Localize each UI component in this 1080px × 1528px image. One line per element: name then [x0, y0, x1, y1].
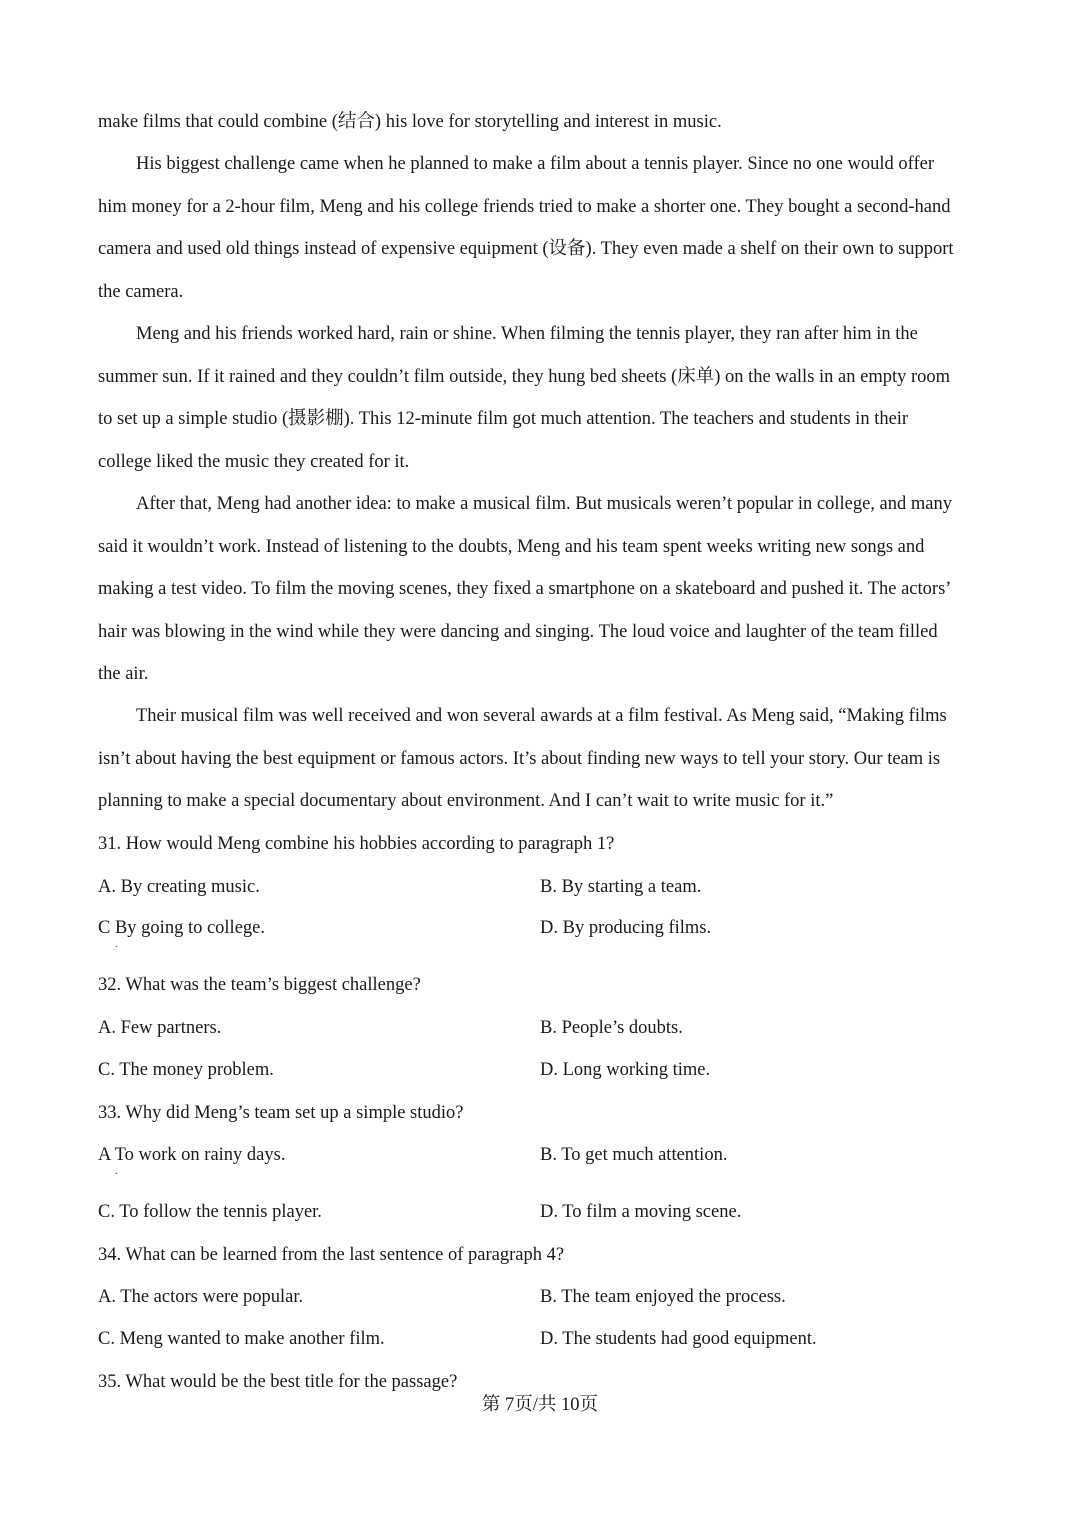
passage-line: Meng and his friends worked hard, rain or shine. When filming the tennis player, they ran after him in the	[136, 324, 918, 344]
question-stem: 32. What was the team’s biggest challenge?	[98, 975, 421, 995]
option-dot-mark: .	[115, 1166, 118, 1177]
passage-line: planning to make a special documentary about environment. And I can’t wait to write music for it.”	[98, 791, 834, 811]
passage-line: the air.	[98, 664, 149, 684]
passage-line: making a test video. To film the moving scenes, they fixed a smartphone on a skateboard and pushed it. The actors’	[98, 579, 952, 599]
passage-line: After that, Meng had another idea: to make a musical film. But musicals weren’t popular in college, and many	[136, 494, 952, 514]
option-d: D. Long working time.	[540, 1060, 711, 1080]
option-a: A. Few partners.	[98, 1018, 222, 1038]
passage-line: him money for a 2-hour film, Meng and his college friends tried to make a shorter one. They bought a second-hand	[98, 197, 951, 217]
option-c: C. Meng wanted to make another film.	[98, 1329, 385, 1349]
passage-line: isn’t about having the best equipment or famous actors. It’s about finding new ways to tell your story. Our team is	[98, 749, 941, 769]
question-stem: 35. What would be the best title for the passage?	[98, 1372, 458, 1392]
option-b: B. By starting a team.	[540, 877, 702, 897]
option-dot-mark: .	[115, 939, 118, 950]
passage-line: His biggest challenge came when he planned to make a film about a tennis player. Since no one would offer	[136, 154, 935, 174]
passage-line: the camera.	[98, 282, 184, 302]
option-b: B. People’s doubts.	[540, 1018, 683, 1038]
option-c: C. To follow the tennis player.	[98, 1202, 322, 1222]
option-d: D. The students had good equipment.	[540, 1329, 817, 1349]
passage-line: said it wouldn’t work. Instead of listening to the doubts, Meng and his team spent weeks writing new songs and	[98, 537, 925, 557]
passage-line: hair was blowing in the wind while they were dancing and singing. The loud voice and laughter of the team filled	[98, 622, 938, 642]
passage-line: summer sun. If it rained and they couldn’t film outside, they hung bed sheets (床单) on the walls in an empty room	[98, 367, 951, 387]
question-stem: 34. What can be learned from the last sentence of paragraph 4?	[98, 1245, 565, 1265]
option-d: D. To film a moving scene.	[540, 1202, 742, 1222]
option-a: A To work on rainy days.	[98, 1145, 286, 1165]
question-stem: 31. How would Meng combine his hobbies according to paragraph 1?	[98, 834, 615, 854]
option-b: B. To get much attention.	[540, 1145, 728, 1165]
passage-line: make films that could combine (结合) his love for storytelling and interest in music.	[98, 112, 722, 132]
option-a: A. The actors were popular.	[98, 1287, 304, 1307]
option-b: B. The team enjoyed the process.	[540, 1287, 786, 1307]
option-d: D. By producing films.	[540, 918, 712, 938]
passage-line: college liked the music they created for it.	[98, 452, 410, 472]
option-c: C By going to college.	[98, 918, 265, 938]
passage-line: Their musical film was well received and won several awards at a film festival. As Meng said, “Making films	[136, 706, 947, 726]
passage-line: to set up a simple studio (摄影棚). This 12-minute film got much attention. The teachers and students in their	[98, 409, 909, 429]
question-stem: 33. Why did Meng’s team set up a simple studio?	[98, 1103, 464, 1123]
page-number: 第 7页/共 10页	[481, 1395, 599, 1415]
option-c: C. The money problem.	[98, 1060, 274, 1080]
option-a: A. By creating music.	[98, 877, 260, 897]
passage-line: camera and used old things instead of expensive equipment (设备). They even made a shelf on their own to support	[98, 239, 954, 259]
